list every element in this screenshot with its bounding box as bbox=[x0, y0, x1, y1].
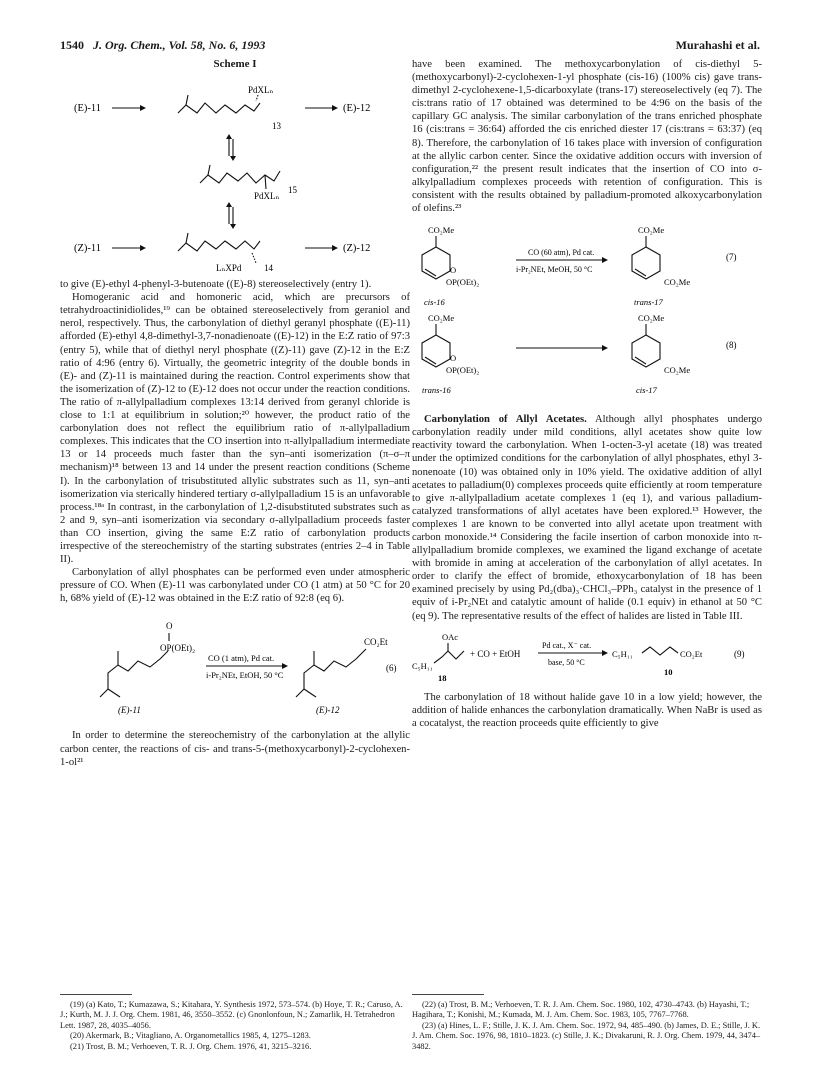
eq9-product-c5h11: C₅H₁₁ bbox=[612, 648, 633, 659]
eq8-reactant-ring bbox=[422, 335, 450, 367]
eq7-reactant-ring bbox=[422, 247, 450, 279]
section-heading-allyl-acetates: Carbonylation of Allyl Acetates. bbox=[424, 414, 587, 426]
eq7-left-label: cis-16 bbox=[424, 297, 445, 308]
eq7-product-ring bbox=[632, 247, 660, 279]
eq8-o-label: O bbox=[450, 353, 457, 364]
eq7-number: (7) bbox=[726, 252, 737, 263]
footnote-19: (19) (a) Kato, T.; Kumazawa, S.; Kitahara, Y. Synthesis 1972, 573–574. (b) Hoye, T. R.; Caruso, A. J.; Kurth, M. J. J. Org. Chem. 1981, 46, 3550–3552. (c) Gnonlonfoun, N.; Zamarlik, H. Tetrahedron Lett. 1987, 28, 4035–4056. bbox=[60, 1000, 403, 1030]
right-column bbox=[412, 58, 762, 730]
eq6-right-group: CO₂Et bbox=[364, 637, 388, 648]
left-paragraph-1: to give (E)-ethyl 4-phenyl-3-butenoate ((E)-8) stereoselectively (entry 1). bbox=[60, 279, 372, 291]
eq7-product-top-group: CO₂Me bbox=[638, 225, 665, 236]
eq7-o-label: O bbox=[450, 265, 457, 276]
right-paragraph-1: have been examined. The methoxycarbonylation of cis-diethyl 5-(methoxycarbonyl)-2-cyclohexen-1-yl phosphate (cis-16) (100% cis) gave trans-dimethyl 2-cyclohexene-1,5-dicarboxylate (trans-17) stereoselectively (eq 7). The cis:trans ratio of 17 obtained was determined to be 4:96 on the basis of the capillary GC analysis. The similar carbonylation of the trans enriched phosphate 16 (cis:trans = 36:64) afforded the cis enriched diester 17 (cis:trans = 63:37) (eq 8). Therefore, the carbonylation of 16 takes place with inversion of configuration at the allylic carbon center. Since the oxidative addition occurs with inversion of configuration,²² the present result indicates that the insertion of CO into σ-alkylpalladium complexes proceeds with retention of configuration. This is consistent with the results obtained by palladium-promoted alkoxycarbonylation of olefins.²³ bbox=[412, 59, 762, 215]
eq6-reagent-bottom: i-Pr₂NEt, EtOH, 50 °C bbox=[206, 670, 284, 681]
left-paragraph-3: Carbonylation of allyl phosphates can be performed even under atmospheric pressure of CO. When (E)-11 was carbonylated under CO (1 atm) at 50 °C for 20 h, 68% yield of (E)-12 was obtained in the E:Z ratio of 92:8 (eq 6). bbox=[60, 567, 410, 605]
left-paragraph-4: In order to determine the stereochemistry of the carbonylation at the allylic carbon center, the reactions of cis- and trans-5-(methoxycarbonyl)-2-cyclohexen-1-ol²¹ bbox=[60, 730, 410, 768]
eq9-oac: OAc bbox=[442, 631, 459, 642]
eq6-number: (6) bbox=[386, 663, 397, 674]
eq7-left-group: OP(OEt)₂ bbox=[446, 277, 480, 288]
equation-7-figure bbox=[412, 223, 762, 311]
eq9-right-label: 10 bbox=[664, 666, 673, 677]
eq8-product-top-group: CO₂Me bbox=[638, 313, 665, 324]
page-number: 1540 bbox=[60, 38, 84, 52]
eq8-right-label: cis-17 bbox=[636, 385, 657, 396]
running-header-left bbox=[60, 38, 265, 53]
eq9-reagent-top: Pd cat., X⁻ cat. bbox=[542, 640, 592, 650]
equation-6-figure bbox=[60, 611, 410, 719]
eq8-product-ring bbox=[632, 335, 660, 367]
footnote-20: (20) Akermark, B.; Vitagliano, A. Organometallics 1985, 4, 1275–1283. bbox=[70, 1031, 311, 1041]
eq6-left-label: (E)-11 bbox=[118, 705, 141, 716]
footnote-22: (22) (a) Trost, B. M.; Verhoeven, T. R. J. Am. Chem. Soc. 1980, 102, 4730–4743. (b) Hayashi, T.; Hagihara, T.; Konishi, M.; Kumada, M. J. Am. Chem. Soc. 1983, 105, 7767–7768. bbox=[412, 1000, 750, 1020]
footnote-23: (23) (a) Hines, L. F.; Stille, J. K. J. Am. Chem. Soc. 1972, 94, 485–490. (b) James, D. E.; Stille, J. K. J. Am. Chem. Soc. 1976, 98, 1810–1823. (c) Stille, J. K.; Divakaruni, R. J. Org. Chem. 1979, 44, 3474–3482. bbox=[412, 1020, 761, 1051]
eq6-reagent-top: CO (1 atm), Pd cat. bbox=[208, 653, 275, 664]
eq7-right-label: trans-17 bbox=[634, 297, 663, 308]
scheme-title: Scheme I bbox=[213, 58, 257, 70]
scheme-chain-15 bbox=[200, 171, 280, 183]
eq9-reactant-chain bbox=[434, 651, 464, 663]
eq9-left-label: 18 bbox=[438, 672, 447, 683]
eq9-c5h11: C₅H₁₁ bbox=[412, 660, 433, 671]
eq7-reagent-top: CO (60 atm), Pd cat. bbox=[528, 248, 595, 258]
eq6-o-label: O bbox=[166, 621, 173, 632]
eq6-left-group: OP(OEt)₂ bbox=[160, 643, 196, 654]
eq6-product-chain bbox=[296, 649, 366, 697]
eq9-product-chain bbox=[642, 647, 678, 655]
right-paragraph-3: The carbonylation of 18 without halide gave 10 in a low yield; however, the addition of halide enhances the carbonylation dramatically. When NaBr is used as a cocatalyst, the reaction proceeds quite efficiently to give bbox=[412, 691, 762, 729]
eq8-top-group: CO₂Me bbox=[428, 313, 455, 324]
scheme-e11-label: (E)-11 bbox=[74, 103, 102, 115]
footnotes-right bbox=[412, 1000, 762, 1052]
eq7-top-group: CO₂Me bbox=[428, 225, 455, 236]
scheme-label-13: 13 bbox=[272, 121, 281, 132]
eq7-reagent-bottom: i-Pr₂NEt, MeOH, 50 °C bbox=[516, 265, 593, 275]
scheme-chain-14 bbox=[178, 241, 260, 251]
equation-8-figure bbox=[412, 311, 762, 399]
footnote-rule-left bbox=[60, 994, 132, 995]
footnote-rule-right bbox=[412, 994, 484, 995]
scheme-metal-14: LₙXPd bbox=[216, 263, 242, 274]
scheme-1-figure bbox=[60, 73, 410, 278]
eq6-right-label: (E)-12 bbox=[316, 705, 340, 716]
journal-citation: J. Org. Chem., Vol. 58, No. 6, 1993 bbox=[93, 38, 266, 52]
scheme-label-14: 14 bbox=[264, 263, 273, 274]
eq9-reagent-bottom: base, 50 °C bbox=[548, 657, 585, 667]
eq9-product-group: CO₂Et bbox=[680, 648, 703, 659]
left-paragraph-2: Homogeranic acid and homoneric acid, which are precursors of tetrahydroactinidiolides,¹⁹ can be obtained stereoselectively from geraniol and nerol, respectively. Thus, the carbonylation of diethyl geranyl phosphate ((E)-11) afforded (E)-ethyl 4,8-dimethyl-3,7-nonadienoate ((E)-12) in the E:Z ratio of 97:3 (entry 5), while that of diethyl neryl phosphate ((Z)-11) gave (Z)-12 in the E:Z ratio of 4:96 (entry 6). Virtually, the geometric integrity of the double bonds in (E)- and (Z)-11 is maintained during the reaction. Control experiments show that the isomerization of (Z)-12 to (E)-12 does not occur under the reaction conditions. The ratio of π-allylpalladium complexes 13:14 derived from geranyl chloride is close to 1:1 at equilibrium in solution;²⁰ however, the product ratio of the carbonylation does not reflect the equilibrium ratio of π-allylpalladium complexes. This indicates that the CO insertion into π-allylpalladium intermediate 13 or 14 proceeds much faster than the syn–anti isomerization (π–σ–π mechanism)¹⁸ between 13 and 14 under the present reaction conditions (Scheme I). In the carbonylation of trisubstituted allylic substrates such as 11, syn–anti isomerization via sterically hindered tertiary σ-allylpalladium 15 is an unfavorable process.¹⁸ᵃ In contrast, in the carbonylation of 1,2-disubstituted substrates such as 2 and 9, syn–anti isomerization via secondary σ-allylpalladium proceeds faster than CO insertion, giving the same E:Z ratio of carbonylation products irrespective of the stereochemistry of the starting substrates (entries 2–4 in Table II). bbox=[60, 292, 410, 566]
running-header-author: Murahashi et al. bbox=[675, 38, 760, 52]
left-column bbox=[60, 58, 410, 769]
scheme-metal-13: PdXLₙ bbox=[248, 85, 274, 96]
scheme-arrowhead-1 bbox=[140, 105, 146, 111]
right-paragraph-2-body: Although allyl phosphates undergo carbonylation readily under mild conditions, allyl acetates show quite low reactivity toward the carbonylation. When 1-octen-3-yl acetate (18) was treated under the optimized conditions for the carbonylation of allyl phosphates, ethyl 3-nonenoate (10) was obtained only in 10% yield. The oxidative addition of allyl acetates to palladium(0) complexes proceeds quite efficiently at room temperature to give π-allylpalladium acetate complexes 1 (eq 1), and various palladium-catalyzed transformations of allyl acetates have been explored.¹³ However, the complexes 1 are known to be converted into allyl acetate upon treatment with carbon monoxide.¹⁴ Considering the facile insertion of carbon monoxide into π-allylpalladium bromide complexes, we examined the ligand exchange of acetate with bromide in aming at acceleration of the carbonylation of allyl acetates. In order to clarify the effect of bromide, ethoxycarbonylation of 18 has been examined precisely by using Pd₂(dba)₃·CHCl₃–PPh₃ catalyst in the presence of 1 equiv of i-Pr₂NEt and catalytic amount of halide (0.1 equiv) in ethanol at 50 °C (eq 9). The representative results of the effect of halides are listed in Table III. bbox=[412, 414, 762, 622]
footnotes-left bbox=[60, 1000, 410, 1052]
scheme-chain-13 bbox=[178, 103, 260, 113]
eq8-number: (8) bbox=[726, 340, 737, 351]
right-paragraph-2 bbox=[412, 413, 762, 623]
scheme-e12-label: (E)-12 bbox=[343, 103, 371, 115]
scheme-metal-15: PdXLₙ bbox=[254, 191, 280, 202]
eq9-plus: + CO + EtOH bbox=[470, 648, 521, 659]
equation-9-figure bbox=[412, 631, 762, 683]
scheme-label-15: 15 bbox=[288, 185, 297, 196]
eq8-left-group: OP(OEt)₂ bbox=[446, 365, 480, 376]
scheme-z11-label: (Z)-11 bbox=[74, 243, 102, 255]
eq9-number: (9) bbox=[734, 648, 745, 659]
eq8-left-label: trans-16 bbox=[422, 385, 451, 396]
scheme-z12-label: (Z)-12 bbox=[343, 243, 371, 255]
eq7-right-group: CO₂Me bbox=[664, 277, 691, 288]
eq8-right-group: CO₂Me bbox=[664, 365, 691, 376]
footnote-21: (21) Trost, B. M.; Verhoeven, T. R. J. Org. Chem. 1976, 41, 3215–3216. bbox=[70, 1041, 312, 1051]
